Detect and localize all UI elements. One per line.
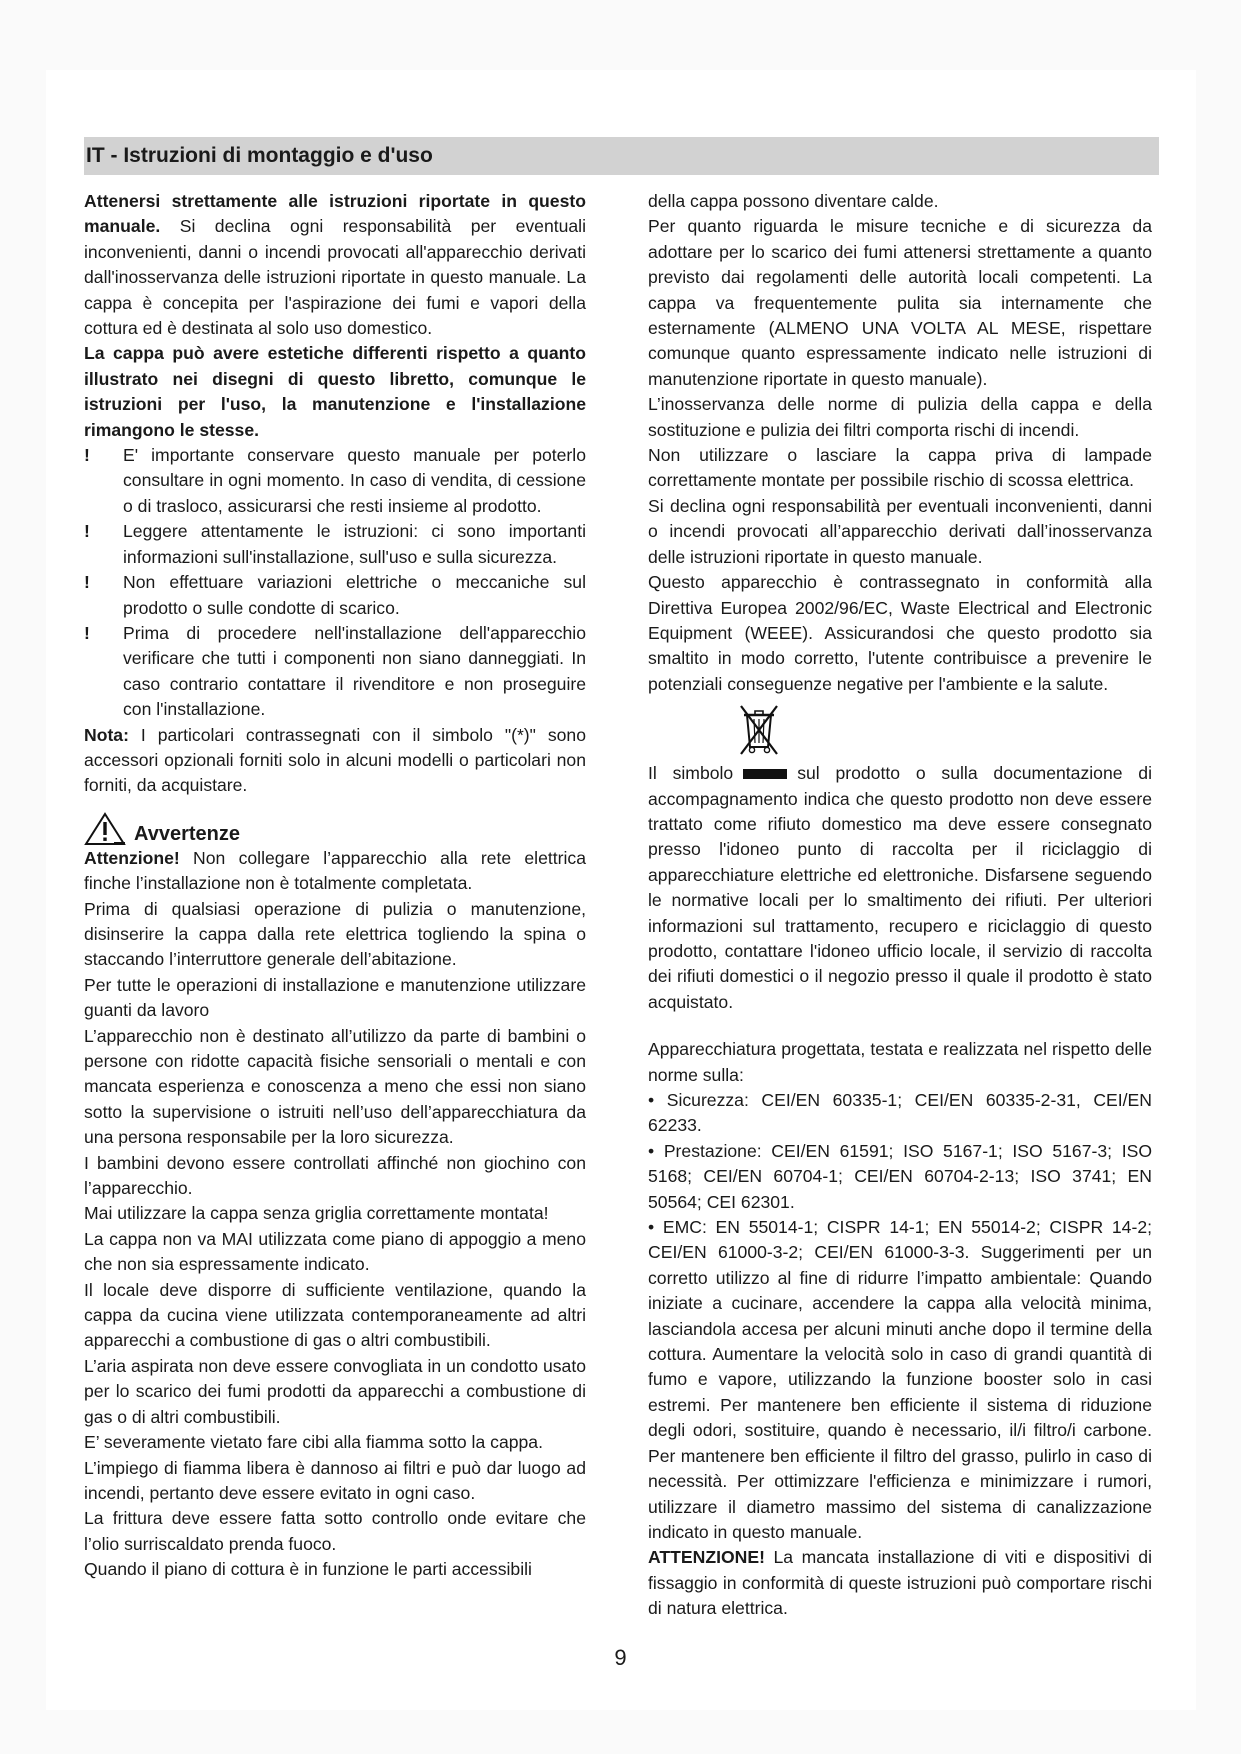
nota-label: Nota: <box>84 724 129 745</box>
exclamation-marker: ! <box>84 445 90 466</box>
warning-title: Avvertenze <box>134 822 240 845</box>
warning-paragraph: Prima di qualsiasi operazione di pulizia o manutenzione, disinserire la cappa dalla rete elettrica togliendo la spina o staccando l’interruttore generale dell’abitazione. <box>84 898 586 970</box>
norms-intro: Apparecchiatura progettata, testata e realizzata nel rispetto delle norme sulla: <box>648 1039 1152 1085</box>
warning-paragraph: L’aria aspirata non deve essere convogliata in un condotto usato per lo scarico dei fumi prodotti da apparecchi a combustione di gas o di altri combustibili. <box>84 1355 586 1427</box>
final-label: ATTENZIONE! <box>648 1547 765 1568</box>
black-bar-symbol-icon <box>743 769 787 779</box>
bullet-item: ! Non effettuare variazioni elettriche o meccaniche sul prodotto o sulle condotte di scarico. <box>84 572 586 618</box>
exclamation-marker: ! <box>84 622 90 643</box>
warning-paragraph: E’ severamente vietato fare cibi alla fiamma sotto la cappa. <box>84 1432 543 1453</box>
page-number: 9 <box>614 1645 627 1670</box>
norm-item: • Sicurezza: CEI/EN 60335-1; CEI/EN 60335-2-31, CEI/EN 62233. <box>648 1090 1152 1136</box>
right-paragraph: Si declina ogni responsabilità per eventuali inconvenienti, danni o incendi provocati all’apparecchio derivati dall’inosservanza delle istruzioni riportate in questo manuale. <box>648 495 1152 567</box>
intro-text: Si declina ogni responsabilità per eventuali inconvenienti, danni o incendi provocati all'apparecchio derivati dall'inosservanza delle istruzioni riportate in questo manuale. La cappa è concepita per l'aspirazione dei fumi e vapori della cottura ed è destinata al solo uso domestico. <box>84 216 586 339</box>
warning-paragraph: Per tutte le operazioni di installazione e manutenzione utilizzare guanti da lavoro <box>84 974 586 1021</box>
norm-item: • EMC: EN 55014-1; CISPR 14-1; EN 55014-2; CISPR 14-2; CEI/EN 61000-3-2; CEI/EN 61000-3-3. Suggerimenti per un corretto utilizzo al fine di ridurre l’impatto ambientale: Quando iniziate a cucinare, accendere la cappa alla velocità minima, lasciandola accesa per alcuni minuti anche dopo il termine della cottura. Aumentare la velocità solo in caso di grandi quantità di fumo e vapore, utilizzando la funzione booster solo in casi estremi. Per mantenere ben efficiente il sistema di riduzione degli odori, sostituire, quando è necessario, il/i filtro/i carbone. Per mantenere ben efficiente il filtro del grasso, pulirlo in caso di necessità. Per ottimizzare l'efficienza e minimizzare i rumori, utilizzare il diametro massimo del sistema di canalizzazione indicato in questo manuale. <box>648 1217 1152 1542</box>
warning-paragraph: Mai utilizzare la cappa senza griglia correttamente montata! <box>84 1203 549 1224</box>
crossed-bin-icon <box>738 703 780 757</box>
warning-paragraph: L’apparecchio non è destinato all’utilizzo da parte di bambini o persone con ridotte capacità fisiche sensoriali o mentali e con mancata esperienza e conoscenza a meno che essi non siano sotto la supervisione o istruiti nell’uso dell’apparecchiatura da una persona responsabile per la loro sicurezza. <box>84 1025 586 1148</box>
final-warning: ATTENZIONE! La mancata installazione di viti e dispositivi di fissaggio in conformità di queste istruzioni può comportare rischi di natura elettrica. <box>648 1547 1152 1619</box>
warning-paragraph: Il locale deve disporre di sufficiente ventilazione, quando la cappa da cucina viene utilizzata contemporaneamente ad altri apparecchi a combustione di gas o altri combustibili. <box>84 1279 586 1351</box>
design-note: La cappa può avere estetiche differenti rispetto a quanto illustrato nei disegni di questo libretto, comunque le istruzioni per l'uso, la manutenzione e l'installazione rimangono le stesse. <box>84 343 586 440</box>
warning-paragraph: La cappa non va MAI utilizzata come piano di appoggio a meno che non sia espressamente indicato. <box>84 1228 586 1275</box>
norm-item: • Prestazione: CEI/EN 61591; ISO 5167-1; ISO 5167-3; ISO 5168; CEI/EN 60704-1; CEI/EN 60704-2-13; ISO 3741; EN 50564; CEI 62301. <box>648 1140 1152 1212</box>
warning-triangle-icon <box>84 812 126 846</box>
warning-paragraph: I bambini devono essere controllati affinché non giochino con l’apparecchio. <box>84 1152 586 1199</box>
intro-bold: Attenersi strettamente alle istruzioni riportate in questo manuale. <box>84 191 586 237</box>
intro-paragraph <box>84 189 586 341</box>
weee-paragraph: Il simbolo sul prodotto o sulla documentazione di accompagnamento indica che questo prodotto non deve essere trattato come rifiuto domestico ma deve essere consegnato presso l'idoneo punto di raccolta per il riciclaggio di apparecchiature elettriche ed elettroniche. Disfarsene seguendo le normative locali per lo smaltimento dei rifiuti. Per ulteriori informazioni sul trattamento, recupero e riciclaggio di questo prodotto, contattare l'idoneo ufficio locale, il servizio di raccolta dei rifiuti domestici o il negozio presso il quale il prodotto è stato acquistato. <box>648 763 1152 1012</box>
right-paragraph: Non utilizzare o lasciare la cappa priva di lampade correttamente montate per possibile rischio di scossa elettrica. <box>648 445 1152 491</box>
right-paragraph: L’inosservanza delle norme di pulizia della cappa e della sostituzione e pulizia dei filtri comporta rischi di incendi. <box>648 394 1152 440</box>
attention-paragraph: Attenzione! Non collegare l’apparecchio alla rete elettrica finche l’installazione non è totalmente completata. <box>84 847 586 894</box>
right-paragraph: Per quanto riguarda le misure tecniche e di sicurezza da adottare per lo scarico dei fumi attenersi strettamente a quanto previsto dai regolamenti delle autorità locali competenti. La cappa va frequentemente pulita sia internamente che esternamente (ALMENO UNA VOLTA AL MESE, rispettare comunque quanto espressamente indicato nelle istruzioni di manutenzione riportate in questo manuale). <box>648 216 1152 389</box>
exclamation-marker: ! <box>84 521 90 542</box>
warning-heading <box>84 810 586 846</box>
bullet-item: ! Prima di procedere nell'installazione dell'apparecchio verificare che tutti i componenti non siano danneggiati. In caso contrario contattare il rivenditore e non proseguire con l'installazione. <box>84 622 586 720</box>
right-paragraph: Questo apparecchio è contrassegnato in conformità alla Direttiva Europea 2002/96/EC, Waste Electrical and Electronic Equipment (WEEE). Assicurandosi che questo prodotto sia smaltito in modo corretto, l'utente contribuisce a prevenire le potenziali conseguenze negative per l'ambiente e la salute. <box>648 572 1152 694</box>
left-column <box>84 189 586 1583</box>
warning-paragraph: Quando il piano di cottura è in funzione le parti accessibili <box>84 1559 532 1580</box>
bullet-item: ! Leggere attentamente le istruzioni: ci sono importanti informazioni sull'installazione, sull'uso e sulla sicurezza. <box>84 521 586 567</box>
right-column <box>648 189 1152 1622</box>
warning-paragraph: La frittura deve essere fatta sotto controllo onde evitare che l’olio surriscaldato prenda fuoco. <box>84 1508 586 1554</box>
nota-paragraph: Nota: I particolari contrassegnati con il simbolo "(*)" sono accessori opzionali forniti solo in alcuni modelli o particolari non forniti, da acquistare. <box>84 724 586 796</box>
section-header: IT - Istruzioni di montaggio e d'uso <box>84 137 1159 175</box>
right-paragraph: della cappa possono diventare calde. <box>648 191 939 211</box>
exclamation-marker: ! <box>84 572 90 593</box>
attention-label: Attenzione! <box>84 847 180 868</box>
warning-paragraph: L’impiego di fiamma libera è dannoso ai filtri e può dar luogo ad incendi, pertanto deve essere evitato in ogni caso. <box>84 1457 586 1503</box>
spacer <box>648 1015 1152 1037</box>
bullet-item: ! E' importante conservare questo manuale per poterlo consultare in ogni momento. In caso di vendita, di cessione o di trasloco, assicurarsi che resti insieme al prodotto. <box>84 445 586 516</box>
